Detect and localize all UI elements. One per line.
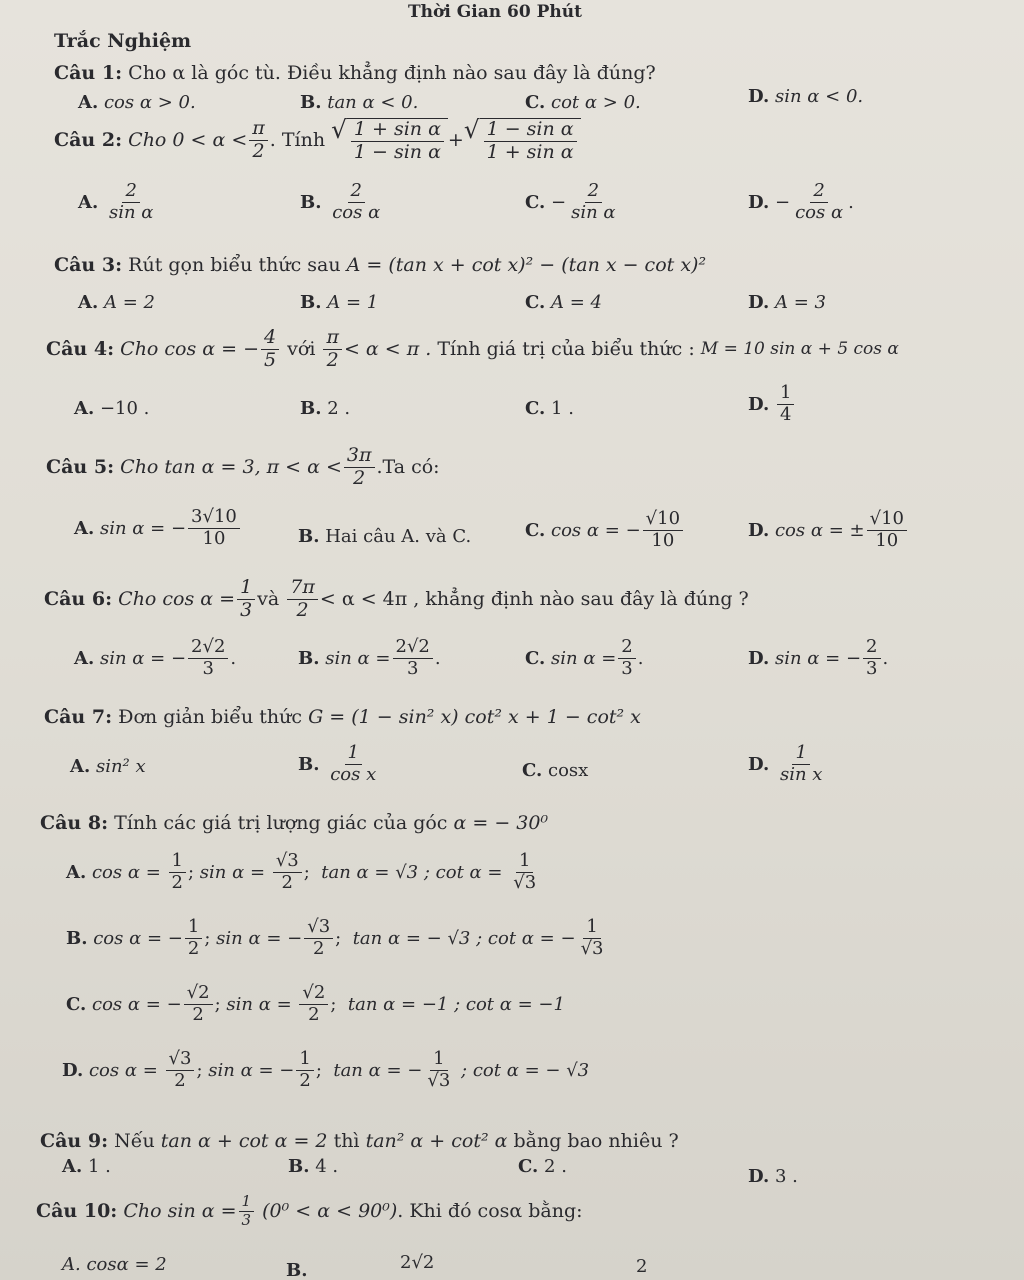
question-2: Câu 2: Cho 0 < α < $\frac{\pi}{2}$ . Tính √ $\frac{\text{1 + sin α}}{\text{1 − sin α}}$ + √ $\frac{\text{1 − sin α}}{\text{1 + sin α}}$ (54, 118, 581, 163)
question-4: Câu 4: Cho cos α = − $\frac{4}{5}$ với $\frac{\pi}{2}$ < α < π . Tính giá trị của biểu thức : M = 10 sin α + 5 cos α (46, 326, 899, 371)
q1-option-b: B. tan α < 0. (300, 92, 419, 113)
q7-option-d: D. $\frac{1}{\text{sin x}}$ (748, 742, 823, 785)
q3-option-c: C. A = 4 (525, 292, 602, 313)
q4-option-a: A. −10 . (74, 398, 150, 419)
q9-option-a: A. 1 . (62, 1156, 111, 1177)
q5-option-b: B. Hai câu A. và C. (298, 526, 472, 547)
q9-option-b: B. 4 . (288, 1156, 339, 1177)
question-1: Câu 1: Cho α là góc tù. Điều khẳng định nào sau đây là đúng? (54, 62, 656, 84)
q9-option-c: C. 2 . (518, 1156, 567, 1177)
q2-option-b: B. $\frac{2}{\text{cos α}}$ (300, 180, 381, 223)
q7-option-c: C. cosx (522, 760, 589, 781)
q5-option-a: A. sin α = − $\frac{3√10}{10}$ (74, 508, 242, 549)
q10-partial-value: 2√2 (400, 1252, 435, 1273)
question-8: Câu 8: Tính các giá trị lượng giác của góc α = − 30⁰ (40, 812, 549, 834)
q1-option-c: C. cot α > 0. (525, 92, 641, 113)
q9-option-d: D. 3 . (748, 1166, 798, 1187)
q6-option-b: B. sin α = $\frac{2√2}{3}$ . (298, 636, 441, 679)
q8-option-d: D. cos α = $\frac{√3}{2}$ ; sin α = − $\frac{1}{2}$ ; tan α = − $\frac{1}{√3}$ ; cot α = − √3 (62, 1048, 590, 1091)
question-3: Câu 3: Rút gọn biểu thức sau A = (tan x + cot x)² − (tan x − cot x)² (54, 254, 707, 276)
q8-option-b: B. cos α = − $\frac{1}{2}$ ; sin α = − $\frac{√3}{2}$ ; tan α = − √3 ; cot α = − $\frac{1}{√3}$ (66, 916, 604, 959)
q10-partial-value-2: 2 (636, 1256, 648, 1277)
q5-option-d: D. cos α = ± $\frac{√10}{10}$ (748, 510, 909, 551)
exam-title: Thời Gian 60 Phút (408, 2, 582, 22)
q10-option-a-partial: A. cosα = 2 (62, 1254, 167, 1275)
q4-option-c: C. 1 . (525, 398, 574, 419)
q6-option-a: A. sin α = − $\frac{2√2}{3}$ . (74, 636, 237, 679)
question-10: Câu 10: Cho sin α = $\frac{1}{3}$ (0⁰ < α < 90⁰) . Khi đó cosα bằng: (36, 1192, 583, 1229)
question-9: Câu 9: Nếu tan α + cot α = 2 thì tan² α + cot² α bằng bao nhiêu ? (40, 1130, 679, 1152)
q6-option-c: C. sin α = $\frac{2}{3}$ . (525, 636, 644, 679)
question-5: Câu 5: Cho tan α = 3, π < α < $\frac{3\pi}{2}$ .Ta có: (46, 444, 440, 489)
q2-option-d: D. − $\frac{2}{\text{cos α}}$ . (748, 180, 854, 223)
section-title: Trắc Nghiệm (54, 30, 192, 52)
q4-option-b: B. 2 . (300, 398, 351, 419)
q7-option-b: B. $\frac{1}{\text{cos x}}$ (298, 742, 377, 785)
question-7: Câu 7: Đơn giản biểu thức G = (1 − sin² x) cot² x + 1 − cot² x (44, 706, 641, 728)
q1-option-a: A. cos α > 0. (78, 92, 196, 113)
q4-option-d: D. $\frac{1}{4}$ (748, 384, 796, 425)
q7-option-a: A. sin² x (70, 756, 146, 777)
q6-option-d: D. sin α = − $\frac{2}{3}$ . (748, 636, 889, 679)
q5-option-c: C. cos α = − $\frac{√10}{10}$ (525, 510, 685, 551)
q2-option-c: C. − $\frac{2}{\text{sin α}}$ (525, 180, 616, 223)
question-6: Câu 6: Cho cos α = $\frac{1}{3}$ và $\frac{7\pi}{2}$ < α < 4π , khẳng định nào sau đây là đúng ? (44, 576, 749, 621)
q8-option-c: C. cos α = − $\frac{√2}{2}$ ; sin α = $\frac{√2}{2}$ ; tan α = −1 ; cot α = −1 (66, 982, 565, 1025)
radical-2: √ $\frac{\text{1 − sin α}}{\text{1 + sin α}}$ (464, 118, 581, 163)
q10-option-b-partial: B. (286, 1260, 308, 1280)
q8-option-a: A. cos α = $\frac{1}{2}$ ; sin α = $\frac{√3}{2}$ ; tan α = √3 ; cot α = $\frac{1}{√3}$ (66, 850, 537, 893)
q1-option-d: D. sin α < 0. (748, 86, 864, 107)
radical-1: √ $\frac{\text{1 + sin α}}{\text{1 − sin α}}$ (331, 118, 448, 163)
q3-option-d: D. A = 3 (748, 292, 826, 313)
q3-option-a: A. A = 2 (78, 292, 155, 313)
q2-option-a: A. $\frac{2}{\text{sin α}}$ (78, 180, 154, 223)
q3-option-b: B. A = 1 (300, 292, 379, 313)
